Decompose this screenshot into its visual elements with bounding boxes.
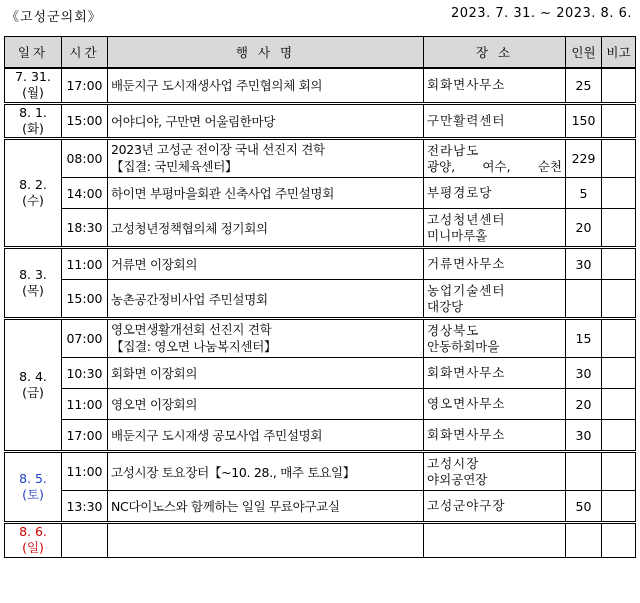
time-cell — [62, 523, 108, 558]
weekday-text: (목) — [22, 283, 44, 298]
table-row — [5, 319, 636, 358]
time-cell: 08:00 — [62, 139, 108, 178]
count-cell: 20 — [566, 209, 602, 248]
place-cell — [424, 209, 566, 248]
event-name: 고성청년정책협의체 정기회의 — [111, 220, 268, 236]
event-cell — [108, 319, 424, 358]
date-cell — [5, 248, 62, 319]
time-cell: 17:00 — [62, 420, 108, 452]
weekday-text: (일) — [22, 540, 44, 556]
count-cell — [566, 523, 602, 558]
org-title: 《고성군의회》 — [6, 10, 102, 25]
count-cell: 229 — [566, 139, 602, 178]
date-cell — [5, 103, 62, 139]
date-text: 8. 5. — [19, 470, 47, 486]
date-text: 8. 2. — [19, 176, 47, 192]
place-cell — [424, 178, 566, 209]
event-cell — [108, 523, 424, 558]
table-row — [5, 103, 636, 139]
count-cell: 5 — [566, 178, 602, 209]
place-line: 경상북도 — [427, 322, 480, 338]
table-row — [5, 178, 636, 209]
place-cell — [424, 319, 566, 358]
place-line: 고성시장 — [427, 455, 480, 471]
time-cell: 11:00 — [62, 248, 108, 280]
place-line: 거류면사무소 — [427, 256, 506, 272]
weekday-text: (화) — [22, 120, 44, 136]
date-cell — [5, 523, 62, 558]
event-cell — [108, 209, 424, 248]
weekday-text: (금) — [22, 385, 44, 400]
count-cell: 30 — [566, 248, 602, 280]
date-text: 8. 4. — [19, 368, 47, 384]
event-name: 농촌공간정비사업 주민설명회 — [111, 291, 268, 307]
time-cell: 11:00 — [62, 389, 108, 420]
event-cell — [108, 280, 424, 319]
weekday-text: (토) — [22, 487, 44, 502]
place-line: 전라남도 — [427, 142, 480, 158]
note-cell — [602, 280, 636, 319]
schedule-period: 2023. 7. 31. ~ 2023. 8. 6. — [450, 6, 632, 21]
place-line: 부평경로당 — [427, 185, 493, 201]
event-name: 어야디야, 구만면 어울림한마당 — [111, 113, 276, 129]
table-row — [5, 491, 636, 523]
count-cell: 20 — [566, 389, 602, 420]
place-cell — [424, 358, 566, 389]
table-row — [5, 358, 636, 389]
place-cell — [424, 280, 566, 319]
table-row — [5, 420, 636, 452]
place-line: 농업기술센터 — [427, 282, 506, 298]
place-line: 대강당 — [427, 298, 464, 314]
place-line: 영오면사무소 — [427, 396, 506, 412]
col-header-count: 인원 — [566, 37, 602, 69]
weekday-text: (수) — [22, 193, 44, 208]
place-line: 미니마루홀 — [427, 227, 488, 243]
place-cell — [424, 452, 566, 491]
event-name: 거류면 이장회의 — [111, 257, 198, 272]
event-name: 하이면 부평마을회관 신축사업 주민설명회 — [111, 186, 334, 201]
table-row — [5, 139, 636, 178]
event-name: 회화면 이장회의 — [111, 366, 198, 381]
table-header-row — [5, 37, 636, 69]
event-cell — [108, 452, 424, 491]
place-line: 구만활력센터 — [427, 112, 506, 128]
date-cell — [5, 68, 62, 103]
count-cell — [566, 452, 602, 491]
col-header-time: 시간 — [62, 37, 108, 69]
date-text: 8. 1. — [19, 104, 47, 120]
table-row — [5, 452, 636, 491]
note-cell — [602, 68, 636, 103]
time-cell: 15:00 — [62, 103, 108, 139]
count-cell: 150 — [566, 103, 602, 139]
time-cell: 07:00 — [62, 319, 108, 358]
date-text: 8. 3. — [19, 266, 47, 282]
event-cell — [108, 139, 424, 178]
time-cell: 15:00 — [62, 280, 108, 319]
count-cell: 30 — [566, 358, 602, 389]
schedule-body — [5, 68, 636, 557]
event-name: 고성시장 토요장터【~10. 28., 매주 토요일】 — [111, 464, 355, 480]
place-line: 고성청년센터 — [427, 211, 506, 227]
event-note: 【집결: 영오면 나눔복지센터】 — [111, 338, 277, 354]
place-line: 고성군야구장 — [427, 498, 506, 514]
count-cell: 30 — [566, 420, 602, 452]
table-row — [5, 248, 636, 280]
date-text: 7. 31. — [15, 69, 51, 84]
event-name: 2023년 고성군 전이장 국내 선진지 견학 — [111, 141, 325, 157]
event-note: 【집결: 국민체육센터】 — [111, 158, 238, 174]
place-cell — [424, 103, 566, 139]
event-cell — [108, 358, 424, 389]
note-cell — [602, 319, 636, 358]
date-cell — [5, 452, 62, 523]
date-text: 8. 6. — [19, 524, 47, 539]
date-cell — [5, 319, 62, 452]
place-cell — [424, 139, 566, 178]
time-cell: 17:00 — [62, 68, 108, 103]
note-cell — [602, 491, 636, 523]
event-cell — [108, 248, 424, 280]
schedule-table — [4, 36, 636, 558]
event-name: NC다이노스와 함께하는 일일 무료야구교실 — [111, 499, 340, 514]
event-name: 배둔지구 도시재생 공모사업 주민설명회 — [111, 428, 323, 443]
table-row — [5, 68, 636, 103]
col-header-note: 비고 — [602, 37, 636, 69]
place-line: 광양, 여수, 순천 — [427, 158, 562, 174]
note-cell — [602, 389, 636, 420]
time-cell: 11:00 — [62, 452, 108, 491]
event-cell — [108, 178, 424, 209]
place-line: 야외공연장 — [427, 471, 488, 487]
col-header-place: 장 소 — [424, 37, 566, 69]
place-line: 안동하회마을 — [427, 338, 500, 354]
event-cell — [108, 103, 424, 139]
event-cell — [108, 420, 424, 452]
count-cell: 15 — [566, 319, 602, 358]
event-cell — [108, 68, 424, 103]
count-cell: 50 — [566, 491, 602, 523]
table-row — [5, 523, 636, 558]
table-row — [5, 389, 636, 420]
place-line: 회화면사무소 — [427, 365, 506, 381]
time-cell: 14:00 — [62, 178, 108, 209]
event-cell — [108, 389, 424, 420]
event-cell — [108, 491, 424, 523]
count-cell — [566, 280, 602, 319]
time-cell: 10:30 — [62, 358, 108, 389]
place-line: 회화면사무소 — [427, 427, 506, 443]
place-cell — [424, 523, 566, 558]
event-name: 영오면 이장회의 — [111, 397, 198, 412]
note-cell — [602, 420, 636, 452]
col-header-event: 행 사 명 — [108, 37, 424, 69]
note-cell — [602, 248, 636, 280]
table-row — [5, 280, 636, 319]
event-name: 영오면생활개선회 선진지 견학 — [111, 321, 272, 337]
event-name: 배둔지구 도시재생사업 주민협의체 회의 — [111, 78, 323, 94]
place-cell — [424, 491, 566, 523]
note-cell — [602, 358, 636, 389]
place-cell — [424, 420, 566, 452]
note-cell — [602, 103, 636, 139]
count-cell: 25 — [566, 68, 602, 103]
time-cell: 13:30 — [62, 491, 108, 523]
place-cell — [424, 68, 566, 103]
place-cell — [424, 389, 566, 420]
time-cell: 18:30 — [62, 209, 108, 248]
place-cell — [424, 248, 566, 280]
weekday-text: (월) — [22, 85, 44, 101]
note-cell — [602, 178, 636, 209]
note-cell — [602, 139, 636, 178]
place-line: 회화면사무소 — [427, 77, 506, 93]
date-cell — [5, 139, 62, 248]
table-row — [5, 209, 636, 248]
note-cell — [602, 452, 636, 491]
col-header-date: 일자 — [5, 37, 62, 69]
note-cell — [602, 209, 636, 248]
note-cell — [602, 523, 636, 558]
